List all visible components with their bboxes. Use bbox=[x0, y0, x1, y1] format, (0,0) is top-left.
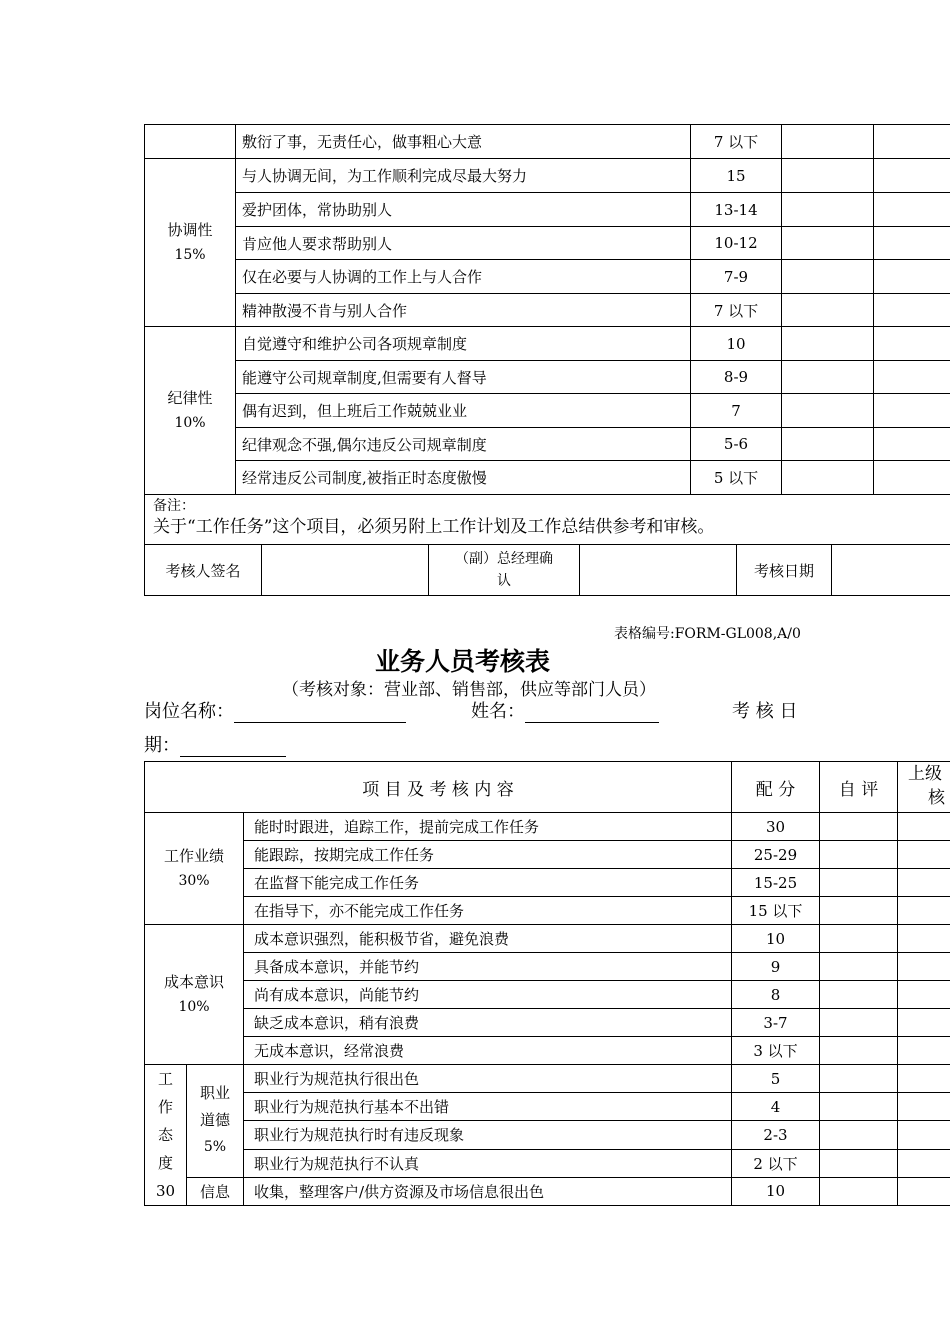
review-date-field bbox=[144, 731, 286, 757]
supervisor-eval-cell[interactable] bbox=[874, 461, 950, 495]
score-cell: 8-9 bbox=[691, 361, 782, 394]
score-cell: 15-25 bbox=[732, 869, 820, 897]
supervisor-eval-cell[interactable] bbox=[874, 193, 950, 227]
table-row bbox=[145, 1009, 950, 1037]
criteria-text: 与人协调无间，为工作顺利完成尽最大努力 bbox=[236, 159, 691, 193]
supervisor-eval-cell[interactable] bbox=[898, 1149, 950, 1177]
criteria-text: 收集，整理客户/供方资源及市场信息很出色 bbox=[244, 1177, 732, 1205]
score-cell: 30 bbox=[732, 813, 820, 841]
self-eval-cell[interactable] bbox=[782, 361, 874, 394]
table-row bbox=[145, 925, 950, 953]
subcategory-cell: 信息 bbox=[187, 1177, 244, 1205]
table-row bbox=[145, 1121, 950, 1149]
score-cell: 5 bbox=[732, 1065, 820, 1093]
criteria-text: 仅在必要与人协调的工作上与人合作 bbox=[236, 260, 691, 294]
criteria-text: 能遵守公司规章制度,但需要有人督导 bbox=[236, 361, 691, 394]
criteria-text: 能跟踪，按期完成工作任务 bbox=[244, 841, 732, 869]
score-cell: 15 以下 bbox=[732, 897, 820, 925]
table-row bbox=[145, 897, 950, 925]
table-row bbox=[145, 394, 950, 428]
category-name: 工作业绩 bbox=[163, 846, 224, 865]
criteria-text: 成本意识强烈，能积极节省，避免浪费 bbox=[244, 925, 732, 953]
table-row bbox=[145, 294, 950, 327]
criteria-text: 尚有成本意识，尚能节约 bbox=[244, 981, 732, 1009]
remarks-label: 备注： bbox=[153, 498, 195, 514]
supervisor-eval-cell[interactable] bbox=[898, 869, 950, 897]
supervisor-eval-cell[interactable] bbox=[874, 260, 950, 294]
self-eval-cell[interactable] bbox=[820, 1093, 898, 1121]
criteria-text: 能时时跟进，追踪工作，提前完成工作任务 bbox=[244, 813, 732, 841]
self-eval-cell[interactable] bbox=[820, 813, 898, 841]
score-cell: 25-29 bbox=[732, 841, 820, 869]
name-input[interactable] bbox=[525, 704, 659, 723]
criteria-text: 经常违反公司制度,被指正时态度傲慢 bbox=[236, 461, 691, 495]
table-row bbox=[145, 1037, 950, 1065]
supervisor-eval-cell[interactable] bbox=[874, 125, 950, 159]
table-row bbox=[145, 953, 950, 981]
criteria-text: 职业行为规范执行时有违反现象 bbox=[244, 1121, 732, 1149]
criteria-text: 在指导下，亦不能完成工作任务 bbox=[244, 897, 732, 925]
supervisor-eval-cell[interactable] bbox=[898, 813, 950, 841]
self-eval-cell[interactable] bbox=[782, 159, 874, 193]
remarks-row bbox=[145, 495, 950, 545]
criteria-text: 缺乏成本意识，稍有浪费 bbox=[244, 1009, 732, 1037]
criteria-text: 职业行为规范执行很出色 bbox=[244, 1065, 732, 1093]
position-label: 岗位名称： bbox=[144, 701, 234, 722]
self-eval-cell[interactable] bbox=[782, 227, 874, 260]
supervisor-eval-cell[interactable] bbox=[874, 361, 950, 394]
self-eval-cell[interactable] bbox=[782, 193, 874, 227]
score-cell: 13-14 bbox=[691, 193, 782, 227]
table-row bbox=[145, 981, 950, 1009]
page-title: 业务人员考核表 bbox=[375, 647, 551, 676]
criteria-text: 无成本意识，经常浪费 bbox=[244, 1037, 732, 1065]
supervisor-eval-cell[interactable] bbox=[898, 897, 950, 925]
table-row bbox=[145, 1177, 950, 1205]
supervisor-eval-cell[interactable] bbox=[898, 841, 950, 869]
category-name: 纪律性 bbox=[167, 388, 213, 407]
remarks-cell bbox=[145, 495, 950, 545]
score-cell: 7 以下 bbox=[691, 125, 782, 159]
self-eval-cell[interactable] bbox=[820, 1149, 898, 1177]
self-eval-cell[interactable] bbox=[820, 925, 898, 953]
header-content: 项 目 及 考 核 内 容 bbox=[145, 762, 732, 813]
category-cell bbox=[145, 159, 236, 327]
score-cell: 7 bbox=[691, 394, 782, 428]
header-self-eval: 自 评 bbox=[820, 762, 898, 813]
review-date-label: 考核日期 bbox=[737, 545, 832, 596]
criteria-text: 具备成本意识，并能节约 bbox=[244, 953, 732, 981]
table-row bbox=[145, 125, 950, 159]
score-cell: 5-6 bbox=[691, 428, 782, 461]
header-supervisor: 上级 核 bbox=[898, 762, 950, 813]
criteria-text: 偶有迟到，但上班后工作兢兢业业 bbox=[236, 394, 691, 428]
self-eval-cell[interactable] bbox=[820, 1009, 898, 1037]
criteria-text: 职业行为规范执行不认真 bbox=[244, 1149, 732, 1177]
criteria-text: 爱护团体，常协助别人 bbox=[236, 193, 691, 227]
name-field bbox=[471, 697, 659, 723]
supervisor-eval-cell[interactable] bbox=[874, 428, 950, 461]
table-row bbox=[145, 428, 950, 461]
category-name: 成本意识 bbox=[163, 972, 224, 991]
supervisor-eval-cell[interactable] bbox=[874, 394, 950, 428]
supervisor-eval-cell[interactable] bbox=[874, 327, 950, 361]
table-row bbox=[145, 327, 950, 361]
table-row bbox=[145, 193, 950, 227]
supervisor-eval-cell[interactable] bbox=[898, 1009, 950, 1037]
self-eval-cell[interactable] bbox=[782, 394, 874, 428]
position-field bbox=[144, 697, 406, 723]
score-cell: 4 bbox=[732, 1093, 820, 1121]
score-cell: 2 以下 bbox=[732, 1149, 820, 1177]
supervisor-eval-cell[interactable] bbox=[898, 1037, 950, 1065]
score-cell: 10 bbox=[691, 327, 782, 361]
score-cell: 3 以下 bbox=[732, 1037, 820, 1065]
signature-table bbox=[144, 544, 950, 596]
header-row bbox=[145, 762, 950, 813]
self-eval-cell[interactable] bbox=[782, 461, 874, 495]
score-cell: 10 bbox=[732, 1177, 820, 1205]
criteria-text: 敷衍了事，无责任心，做事粗心大意 bbox=[236, 125, 691, 159]
score-cell: 15 bbox=[691, 159, 782, 193]
table-row bbox=[145, 227, 950, 260]
self-eval-cell[interactable] bbox=[820, 981, 898, 1009]
table-row bbox=[145, 1065, 950, 1093]
criteria-text: 纪律观念不强,偶尔违反公司规章制度 bbox=[236, 428, 691, 461]
self-eval-cell[interactable] bbox=[820, 1121, 898, 1149]
score-cell: 8 bbox=[732, 981, 820, 1009]
review-date-label-part1: 考 核 日 bbox=[732, 701, 798, 722]
self-eval-cell[interactable] bbox=[782, 327, 874, 361]
category-cell-work-attitude: 工 作 态 度 30 bbox=[145, 1065, 187, 1206]
self-eval-cell[interactable] bbox=[820, 897, 898, 925]
supervisor-eval-cell[interactable] bbox=[874, 294, 950, 327]
evaluation-table-continued bbox=[144, 124, 950, 545]
self-eval-cell[interactable] bbox=[820, 869, 898, 897]
table-row bbox=[145, 869, 950, 897]
self-eval-cell[interactable] bbox=[782, 428, 874, 461]
supervisor-eval-cell[interactable] bbox=[898, 981, 950, 1009]
category-cell bbox=[145, 813, 244, 925]
reviewer-signature-field[interactable] bbox=[262, 545, 429, 596]
score-cell: 5 以下 bbox=[691, 461, 782, 495]
table-row bbox=[145, 159, 950, 193]
supervisor-eval-cell[interactable] bbox=[898, 1177, 950, 1205]
table-row bbox=[145, 361, 950, 394]
table-row bbox=[145, 1149, 950, 1177]
score-cell: 9 bbox=[732, 953, 820, 981]
self-eval-cell[interactable] bbox=[782, 294, 874, 327]
criteria-text: 职业行为规范执行基本不出错 bbox=[244, 1093, 732, 1121]
supervisor-eval-cell[interactable] bbox=[874, 227, 950, 260]
supervisor-eval-cell[interactable] bbox=[898, 1121, 950, 1149]
score-cell: 10-12 bbox=[691, 227, 782, 260]
self-eval-cell[interactable] bbox=[820, 953, 898, 981]
self-eval-cell[interactable] bbox=[820, 1177, 898, 1205]
name-label: 姓名： bbox=[471, 701, 525, 722]
table-row bbox=[145, 260, 950, 294]
supervisor-eval-cell[interactable] bbox=[898, 1093, 950, 1121]
reviewer-signature-label: 考核人签名 bbox=[145, 545, 262, 596]
category-cell bbox=[145, 327, 236, 495]
gm-confirm-label: （副）总经理确 认 bbox=[429, 545, 580, 596]
category-weight: 15% bbox=[174, 246, 206, 263]
gm-confirm-field[interactable] bbox=[580, 545, 737, 596]
score-cell: 7-9 bbox=[691, 260, 782, 294]
score-cell: 7 以下 bbox=[691, 294, 782, 327]
business-staff-evaluation-table bbox=[144, 761, 950, 1206]
review-date-field[interactable] bbox=[832, 545, 950, 596]
remarks-text: 关于“工作任务”这个项目，必须另附上工作计划及工作总结供参考和审核。 bbox=[153, 517, 715, 537]
signature-row bbox=[145, 545, 950, 596]
self-eval-cell[interactable] bbox=[820, 1065, 898, 1093]
score-cell: 3-7 bbox=[732, 1009, 820, 1037]
supervisor-eval-cell[interactable] bbox=[874, 159, 950, 193]
criteria-text: 精神散漫不肯与别人合作 bbox=[236, 294, 691, 327]
table-row bbox=[145, 461, 950, 495]
header-score: 配 分 bbox=[732, 762, 820, 813]
criteria-text: 自觉遵守和维护公司各项规章制度 bbox=[236, 327, 691, 361]
form-number: 表格编号:FORM-GL008,A/0 bbox=[614, 626, 801, 642]
supervisor-eval-cell[interactable] bbox=[898, 925, 950, 953]
review-date-label-part2: 期： bbox=[144, 735, 180, 756]
position-input[interactable] bbox=[234, 704, 406, 723]
table-row bbox=[145, 813, 950, 841]
score-cell: 10 bbox=[732, 925, 820, 953]
review-date-input[interactable] bbox=[180, 738, 286, 757]
category-weight: 30% bbox=[178, 872, 210, 889]
page-subtitle: （考核对象：营业部、销售部，供应等部门人员） bbox=[282, 680, 656, 700]
self-eval-cell[interactable] bbox=[782, 125, 874, 159]
supervisor-eval-cell[interactable] bbox=[898, 953, 950, 981]
table-row bbox=[145, 841, 950, 869]
criteria-text: 在监督下能完成工作任务 bbox=[244, 869, 732, 897]
supervisor-eval-cell[interactable] bbox=[898, 1065, 950, 1093]
category-cell bbox=[145, 925, 244, 1065]
self-eval-cell[interactable] bbox=[782, 260, 874, 294]
category-name: 协调性 bbox=[167, 220, 213, 239]
self-eval-cell[interactable] bbox=[820, 841, 898, 869]
self-eval-cell[interactable] bbox=[820, 1037, 898, 1065]
category-weight: 10% bbox=[178, 998, 210, 1015]
subcategory-cell: 职业 道德 5% bbox=[187, 1065, 244, 1178]
criteria-text: 肯应他人要求帮助别人 bbox=[236, 227, 691, 260]
score-cell: 2-3 bbox=[732, 1121, 820, 1149]
table-row bbox=[145, 1093, 950, 1121]
category-weight: 10% bbox=[174, 414, 206, 431]
